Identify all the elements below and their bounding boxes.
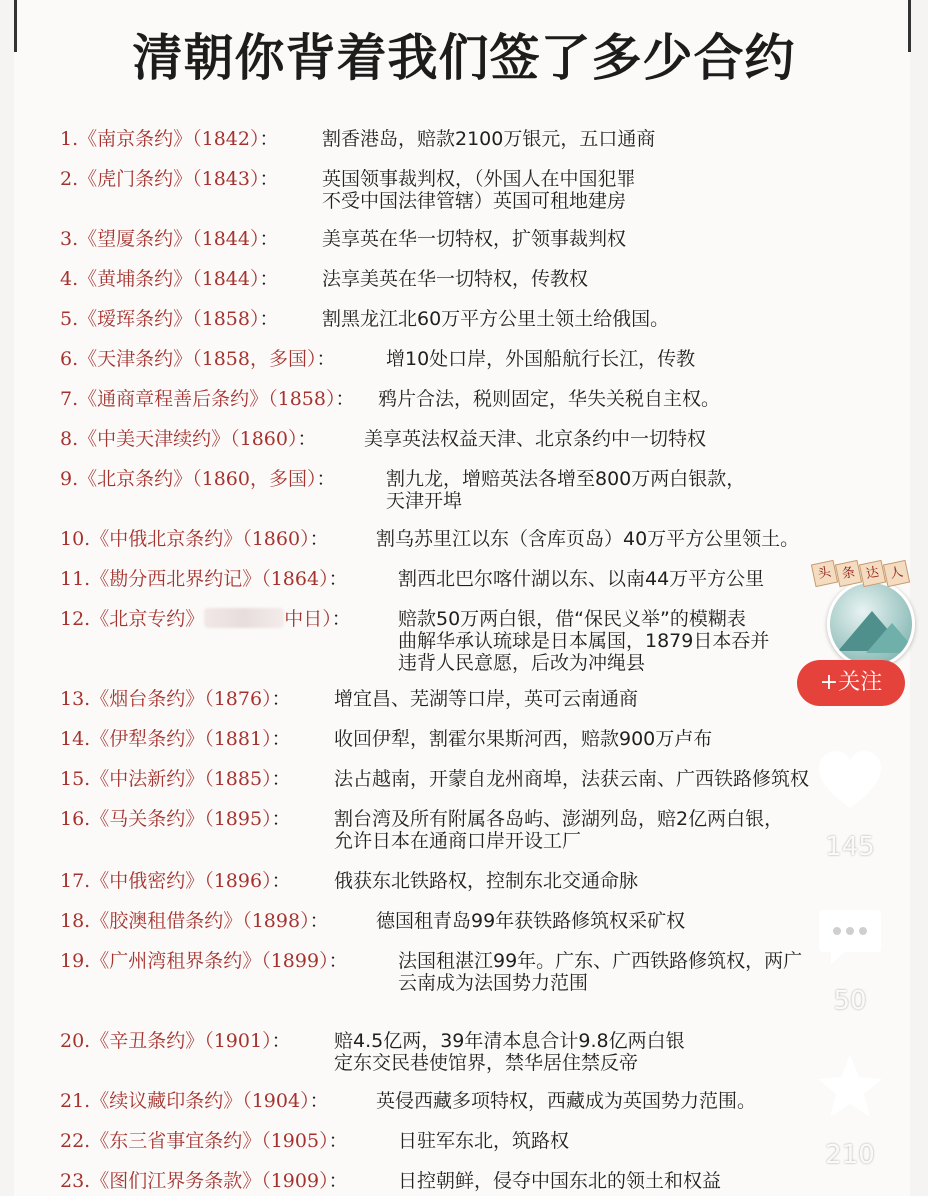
colon: ： [271,768,291,790]
treaty-name: 18.《胶澳租借条约》（1898） [60,910,310,932]
colon: ： [335,388,355,410]
treaty-desc-line: 割台湾及所有附属各岛屿、澎湖列岛，赔2亿两白银， [334,808,784,830]
treaty-name: 21.《续议藏印条约》（1904） [60,1090,310,1112]
colon: ： [316,348,336,370]
star-icon [815,1052,885,1122]
treaty-head [60,608,351,630]
colon: ： [328,568,348,590]
treaty-desc-line: 割乌苏里江以东（含库页岛）40万平方公里领土。 [376,528,800,550]
treaty-desc-line: 美享英法权益天津、北京条约中一切特权 [364,428,707,450]
treaty-head [60,1030,291,1052]
treaty-desc [334,688,638,710]
treaty-desc [398,1170,721,1192]
treaty-desc-line: 英国领事裁判权，（外国人在中国犯罪 [322,168,636,190]
treaty-desc-line: 割西北巴尔喀什湖以东、以南44万平方公里 [398,568,765,590]
treaty-desc-line: 日控朝鲜，侵夺中国东北的领土和权益 [398,1170,722,1192]
treaty-head [60,870,291,892]
avatar-mountain-2 [866,623,915,653]
treaty-name: 22.《东三省事宜条约》（1905） [60,1130,329,1152]
treaty-name: 7.《通商章程善后条约》（1858） [60,388,336,410]
treaty-desc [398,608,769,674]
treaty-head [60,228,279,250]
treaty-name: 5.《瑷珲条约》（1858） [60,308,260,330]
treaty-desc [378,388,720,410]
treaty-name: 15.《中法新约》（1885） [60,768,272,790]
treaty-desc [376,1090,756,1112]
treaty-desc-line: 天津开埠 [386,490,463,512]
treaty-desc [322,128,655,150]
badge-char: 头 [811,560,838,587]
treaty-head [60,308,279,330]
treaty-desc-line: 日驻军东北，筑路权 [398,1130,570,1152]
colon: ： [309,1090,329,1112]
treaty-desc [334,728,712,750]
treaty-head [60,568,348,590]
favorite-count: 210 [825,1140,875,1170]
treaty-desc-line: 曲解华承认琉球是日本属国，1879日本吞并 [398,630,770,652]
treaty-name: 19.《广州湾租界条约》（1899） [60,950,329,972]
treaty-head [60,168,279,190]
treaty-head [60,688,291,710]
treaty-head [60,1090,329,1112]
treaty-desc-line: 法占越南，开蒙自龙州商埠，法获云南、广西铁路修筑权 [334,768,810,790]
treaty-desc [322,228,626,250]
treaty-desc [322,268,588,290]
treaty-name: 3.《望厦条约》（1844） [60,228,260,250]
treaty-desc-line: 割香港岛，赔款2100万银元，五口通商 [322,128,656,150]
treaty-desc-line: 鸦片合法，税则固定，华失关税自主权。 [378,388,721,410]
treaty-desc [398,950,802,994]
treaty-desc [386,348,695,370]
treaty-desc-line: 割黑龙江北60万平方公里土领土给俄国。 [322,308,670,330]
treaty-desc [334,1030,685,1074]
treaty-head [60,910,329,932]
colon: ： [316,468,336,490]
treaty-head [60,128,279,150]
treaty-desc [376,528,799,550]
treaty-head [60,768,291,790]
obscured-text [204,608,284,628]
treaty-desc-line: 割九龙，增赔英法各增至800万两白银款， [386,468,746,490]
creator-badge [813,562,909,585]
treaty-name: 20.《辛丑条约》（1901） [60,1030,272,1052]
treaty-name: 13.《烟台条约》（1876） [60,688,272,710]
treaty-name: 8.《中美天津续约》（1860） [60,428,298,450]
treaty-desc-line: 英侵西藏多项特权，西藏成为英国势力范围。 [376,1090,757,1112]
treaty-desc-line: 违背人民意愿，后改为冲绳县 [398,652,646,674]
treaty-name: 1.《南京条约》（1842） [60,128,260,150]
author-avatar-wrap[interactable] [805,562,905,668]
comment-count: 50 [833,986,867,1016]
treaty-desc-line: 美享英在华一切特权，扩领事裁判权 [322,228,627,250]
colon: ： [271,728,291,750]
treaty-desc [398,1130,569,1152]
favorite-button[interactable] [815,1052,885,1122]
treaty-name: 16.《马关条约》（1895） [60,808,272,830]
treaty-desc [398,568,764,590]
treaty-desc-line: 法国租湛江99年。广东、广西铁路修筑权，两广 [398,950,803,972]
avatar[interactable] [827,580,915,668]
colon: ： [259,128,279,150]
treaty-name: 2.《虎门条约》（1843） [60,168,260,190]
treaty-desc-line: 增宜昌、芜湖等口岸，英可云南通商 [334,688,639,710]
treaty-name: 17.《中俄密约》（1896） [60,870,272,892]
treaty-desc [386,468,745,512]
colon: ： [259,228,279,250]
treaty-head [60,728,291,750]
treaty-desc [364,428,706,450]
heart-icon [815,746,885,816]
treaty-head [60,1170,348,1192]
colon: ： [328,1170,348,1192]
colon: ： [271,808,291,830]
treaty-head [60,428,317,450]
treaty-desc-line: 允许日本在通商口岸开设工厂 [334,830,582,852]
comment-icon [815,902,885,972]
treaty-name: 4.《黄埔条约》（1844） [60,268,260,290]
colon: ： [309,910,329,932]
comment-button[interactable] [815,902,885,972]
treaty-desc [322,168,636,212]
colon: ： [259,308,279,330]
colon: ： [259,268,279,290]
colon: ： [271,1030,291,1052]
treaty-name: 6.《天津条约》（1858，多国） [60,348,317,370]
treaty-desc [376,910,685,932]
treaty-desc [334,808,783,852]
treaty-name: 10.《中俄北京条约》（1860） [60,528,310,550]
treaty-desc-line: 不受中国法律管辖）英国可租地建房 [322,190,627,212]
treaty-head [60,468,336,490]
treaty-head [60,950,348,972]
treaty-name: 23.《图们江界务条款》（1909） [60,1170,329,1192]
treaty-desc-line: 赔4.5亿两，39年清本息合计9.8亿两白银 [334,1030,685,1052]
treaty-name: 12.《北京专约》 [60,608,205,630]
colon: ： [259,168,279,190]
treaty-desc-line: 定东交民巷使馆界，禁华居住禁反帝 [334,1052,639,1074]
treaty-head [60,388,355,410]
badge-char: 人 [883,560,910,587]
like-button[interactable] [815,746,885,816]
treaty-head [60,528,329,550]
treaty-name: 9.《北京条约》（1860，多国） [60,468,317,490]
colon: ： [328,1130,348,1152]
treaty-desc-line: 收回伊犁，割霍尔果斯河西，赔款900万卢布 [334,728,713,750]
colon: ： [271,688,291,710]
colon: ： [297,428,317,450]
colon: ： [331,608,351,630]
treaty-name-tail: 中日） [284,608,332,630]
treaty-desc-line: 增10处口岸，外国船航行长江，传教 [386,348,696,370]
treaty-desc-line: 俄获东北铁路权，控制东北交通命脉 [334,870,639,892]
treaty-desc-line: 云南成为法国势力范围 [398,972,589,994]
like-count: 145 [825,832,875,862]
colon: ： [271,870,291,892]
badge-char: 条 [835,560,862,587]
treaty-desc-line: 法享美英在华一切特权，传教权 [322,268,589,290]
treaty-desc-line: 德国租青岛99年获铁路修筑权采矿权 [376,910,686,932]
treaty-head [60,348,336,370]
treaty-name: 14.《伊犁条约》（1881） [60,728,272,750]
page-title: 清朝你背着我们签了多少合约 [132,29,796,87]
treaty-head [60,268,279,290]
treaty-head [60,1130,348,1152]
treaty-name: 11.《勘分西北界约记》（1864） [60,568,329,590]
badge-char: 达 [859,560,886,587]
treaty-desc [322,308,669,330]
colon: ： [328,950,348,972]
treaty-desc-line: 赔款50万两白银，借“保民义举”的模糊表 [398,608,746,630]
treaty-desc [334,768,809,790]
colon: ： [309,528,329,550]
treaty-head [60,808,291,830]
treaty-desc [334,870,638,892]
follow-button[interactable]: +关注 [797,660,905,706]
